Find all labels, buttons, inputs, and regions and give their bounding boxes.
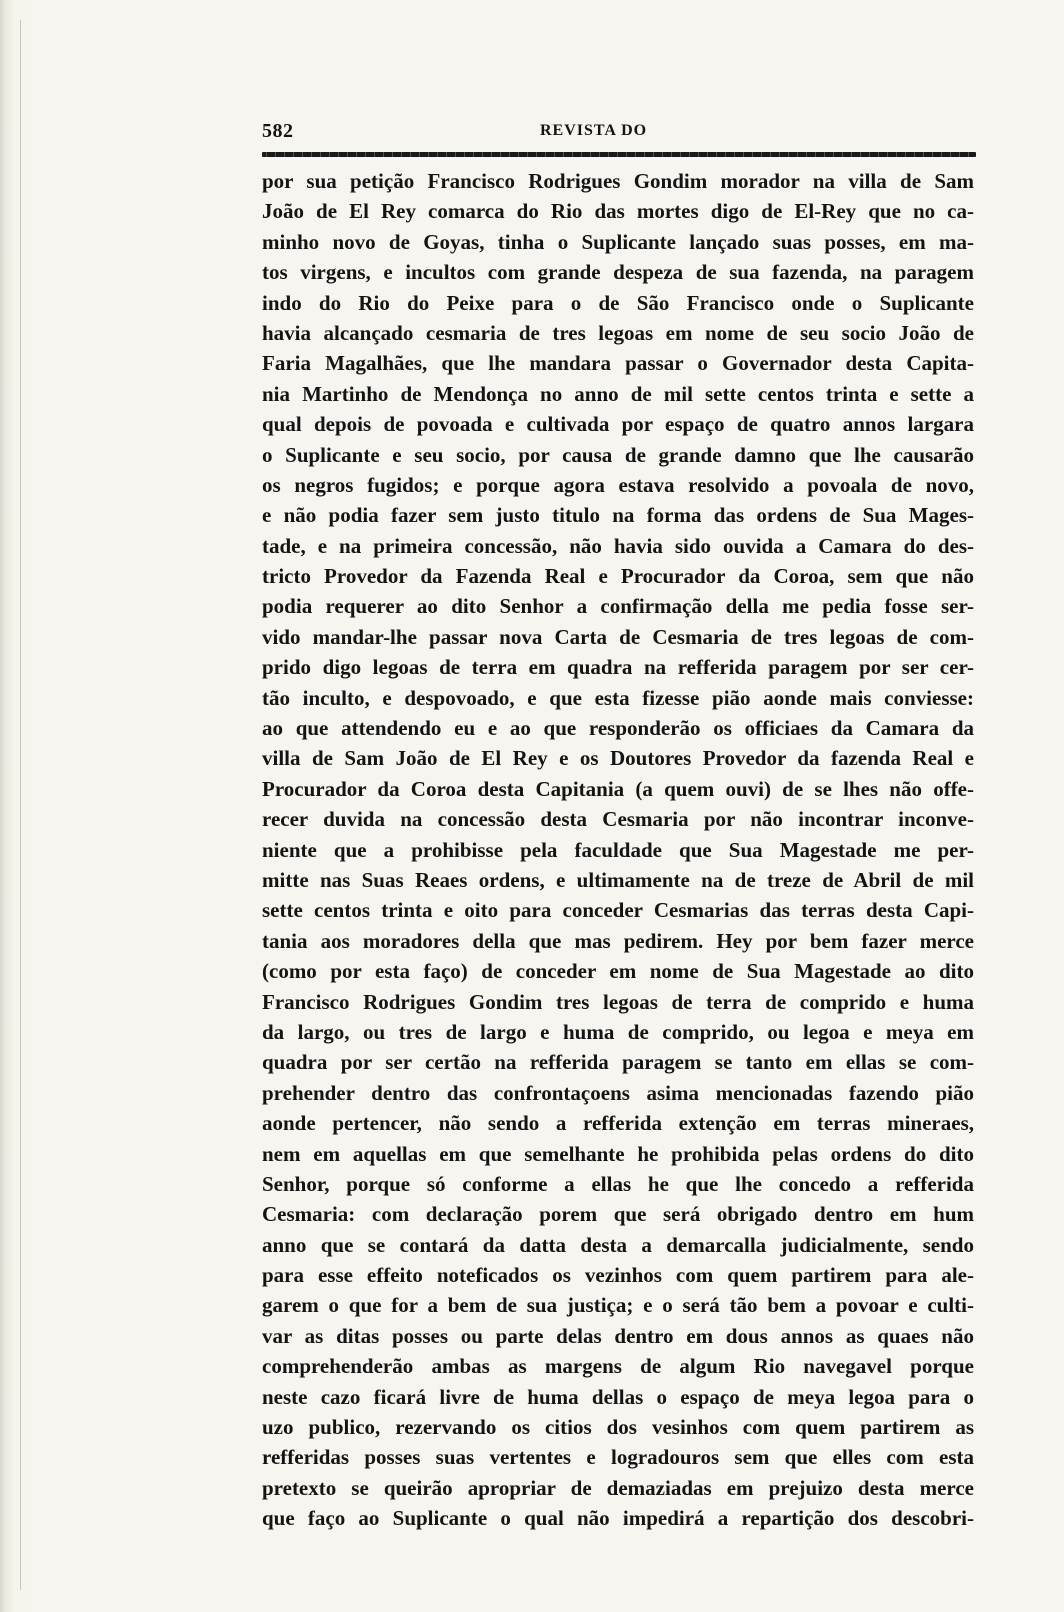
text-line: prehender dentro das confrontaçoens asima mencionadas fazendo pião <box>262 1080 974 1105</box>
text-line: Senhor, porque só conforme a ellas he que lhe concedo a refferida <box>262 1171 974 1196</box>
page-header <box>262 118 982 148</box>
text-line: villa de Sam João de El Rey e os Doutores Provedor da fazenda Real e <box>262 746 974 771</box>
text-line: Cesmaria: com declaração porem que será obrigado dentro em hum <box>262 1202 974 1227</box>
text-line: refferidas posses suas vertentes e logradouros sem que elles com esta <box>262 1445 974 1470</box>
running-head: REVISTA DO <box>540 122 648 139</box>
text-line: niente que a prohibisse pela faculdade que Sua Magestade me per- <box>262 837 974 862</box>
text-line: var as ditas posses ou parte delas dentro em dous annos as quaes não <box>262 1323 974 1348</box>
text-line: Francisco Rodrigues Gondim tres legoas de terra de comprido e huma <box>262 989 974 1014</box>
text-line: havia alcançado cesmaria de tres legoas em nome de seu socio João de <box>262 320 974 345</box>
header-rule <box>262 152 976 157</box>
text-line: mitte nas Suas Reaes ordens, e ultimamente na de treze de Abril de mil <box>262 867 974 892</box>
text-line: os negros fugidos; e porque agora estava resolvido a povoala de novo, <box>262 472 974 497</box>
text-line: que faço ao Suplicante o qual não impedirá a repartição dos descobri- <box>262 1506 974 1531</box>
text-line: Procurador da Coroa desta Capitania (a quem ouvi) de se lhes não offe- <box>262 776 974 801</box>
text-line: para esse effeito noteficados os vezinhos com quem partirem para ale- <box>262 1263 974 1288</box>
text-line: recer duvida na concessão desta Cesmaria por não incontrar inconve- <box>262 807 974 832</box>
text-line: tade, e na primeira concessão, não havia sido ouvida a Camara do des- <box>262 533 974 558</box>
text-line: tos virgens, e incultos com grande despeza de sua fazenda, na paragem <box>262 260 974 285</box>
text-line: pretexto se queirão apropriar de demaziadas em prejuizo desta merce <box>262 1475 974 1500</box>
scan-binding-line <box>20 20 21 1590</box>
text-line: uzo publico, rezervando os citios dos vesinhos com quem partirem as <box>262 1415 974 1440</box>
text-line: nia Martinho de Mendonça no anno de mil sette centos trinta e sette a <box>262 381 974 406</box>
text-line: garem o que for a bem de sua justiça; e o será tão bem a povoar e culti- <box>262 1293 974 1318</box>
text-line: aonde pertencer, não sendo a refferida extenção em terras mineraes, <box>262 1111 974 1136</box>
text-line: neste cazo ficará livre de huma dellas o espaço de meya legoa para o <box>262 1384 974 1409</box>
text-line: anno que se contará da datta desta a demarcalla judicialmente, sendo <box>262 1232 974 1257</box>
text-line: ao que attendendo eu e ao que responderão os officiaes da Camara da <box>262 716 974 741</box>
text-line: quadra por ser certão na refferida paragem se tanto em ellas se com- <box>262 1050 974 1075</box>
text-line: (como por esta faço) de conceder em nome de Sua Magestade ao dito <box>262 959 974 984</box>
scan-margin-shadow <box>0 0 34 1612</box>
text-line: qual depois de povoada e cultivada por espaço de quatro annos largara <box>262 412 974 437</box>
text-line: tania aos moradores della que mas pedirem. Hey por bem fazer merce <box>262 928 974 953</box>
text-line: comprehenderão ambas as margens de algum Rio navegavel porque <box>262 1354 974 1379</box>
text-line: indo do Rio do Peixe para o de São Francisco onde o Suplicante <box>262 290 974 315</box>
text-line: podia requerer ao dito Senhor a confirmação della me pedia fosse ser- <box>262 594 974 619</box>
text-line: tão inculto, e despovoado, e que esta fizesse pião aonde mais conviesse: <box>262 685 974 710</box>
text-line: por sua petição Francisco Rodrigues Gondim morador na villa de Sam <box>262 169 974 193</box>
text-line: o Suplicante e seu socio, por causa de grande damno que lhe causarão <box>262 442 974 467</box>
text-line: vido mandar-lhe passar nova Carta de Cesmaria de tres legoas de com- <box>262 624 974 649</box>
text-line: minho novo de Goyas, tinha o Suplicante lançado suas posses, em ma- <box>262 229 974 254</box>
text-line: da largo, ou tres de largo e huma de comprido, ou legoa e meya em <box>262 1019 974 1044</box>
text-line: João de El Rey comarca do Rio das mortes digo de El-Rey que no ca- <box>262 199 974 224</box>
body-text <box>262 166 974 1586</box>
text-line: prido digo legoas de terra em quadra na refferida paragem por ser cer- <box>262 655 974 680</box>
text-line: Faria Magalhães, que lhe mandara passar o Governador desta Capita- <box>262 351 974 376</box>
text-line: nem em aquellas em que semelhante he prohibida pelas ordens do dito <box>262 1141 974 1166</box>
page-number: 582 <box>262 120 294 142</box>
text-line: tricto Provedor da Fazenda Real e Procurador da Coroa, sem que não <box>262 564 974 589</box>
text-line: e não podia fazer sem justo titulo na forma das ordens de Sua Mages- <box>262 503 974 528</box>
text-line: sette centos trinta e oito para conceder Cesmarias das terras desta Capi- <box>262 898 974 923</box>
